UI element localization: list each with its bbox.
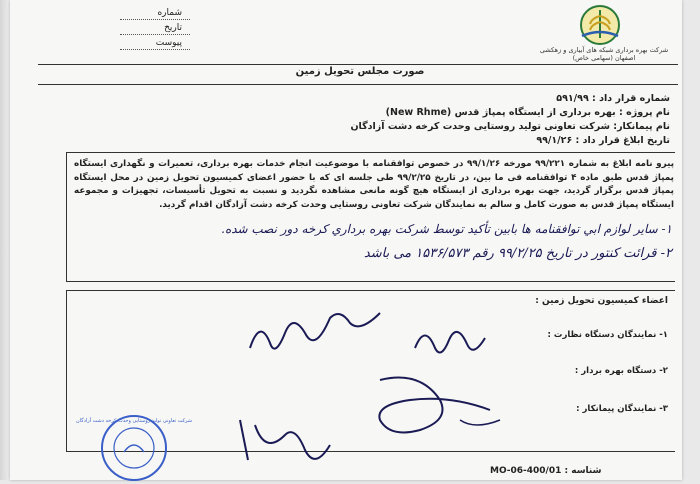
member-contractor: ۳- نمایندگان پیمانکار : (576, 404, 668, 414)
handwritten-note-1: ۱- ساير لوازم ابي توافقنامه ها بابين تأکيد توسط شرکت بهره برداري کرخه دور نصب شده. (221, 222, 672, 236)
member-supervision: ۱- نمایندگان دستگاه نظارت : (547, 330, 668, 340)
number-line (120, 19, 190, 20)
date-line (120, 34, 190, 35)
contractor-name: نام پیمانکار: شرکت تعاونی تولید روستایی وحدت کرخه دشت آزادگان (350, 121, 670, 132)
company-stamp-icon (76, 412, 192, 484)
stamp-text: شرکت تعاونی تولید روستایی وحدت کرخه دشت آزادگان (76, 418, 192, 424)
contract-number: شماره قرار داد : ۵۹۱/۹۹ (556, 93, 670, 104)
project-name (70, 106, 670, 120)
project-name-latin: (New Rhme) (385, 107, 452, 118)
code-label: شناسه : (564, 466, 602, 476)
attachment-line (120, 49, 190, 50)
company-logo-icon (570, 4, 630, 46)
title-rule-bottom (38, 84, 678, 85)
member-operator: ۲- دستگاه بهره بردار : (574, 366, 668, 376)
body-paragraph: پیرو نامه ابلاغ به شماره ۹۹/۲۲۱ مورخه ۹۹/۱/۲۶ در خصوص توافقنامه با موضوعیت انجام خدمات بهره برداری، تعمیرات و نگهداری ایستگاه پمپاژ قدس طبق ماده ۴ توافقنامه فی ما بین، در تاریخ ۹۹/۲/۲۵ طی جلسه ای که با حضور اعضای کمیسیون تحویل زمین در محل ایستگاه پمپاژ قدس برگزار گردید، جهت بهره برداری از ایستگاه هیچ گونه مانعی مشاهده نگردید و نسبت به تحویل تأسیسات، تجهیزات و مجموعه ایستگاه پمپاژ قدس به صورت کامل و سالم به نمایندگان شرکت تعاونی روستایی وحدت کرخه دشت آزادگان اقدام گردید. (74, 159, 675, 210)
scan-edge (0, 0, 10, 480)
notify-date: تاریخ ابلاغ قرار داد : ۹۹/۱/۲۶ (536, 135, 670, 146)
attachment-label: پیوست (155, 38, 182, 48)
header-fields (102, 6, 182, 51)
members-title: اعضاء کمیسیون تحویل زمین : (535, 296, 668, 306)
project-name-text: نام پروژه : بهره برداری از ایستگاه پمپاژ قدس (454, 107, 670, 118)
code-value: MO-06-400/01 (490, 466, 562, 476)
document-page (10, 0, 682, 480)
document-code (490, 466, 601, 476)
signature-3-icon (360, 360, 520, 440)
date-label: تاریخ (164, 23, 182, 33)
contract-meta (70, 92, 670, 148)
title-rule-top (38, 64, 678, 65)
signature-4-icon (230, 410, 340, 470)
org-name: شرکت بهره برداری شبکه های آبیاری و زهکشی اصفهان (سهامی خاص) (539, 46, 669, 62)
handwritten-note-2: ۲- قرائت کنتور در تاریخ ۹۹/۲/۲۵ رقم ۱۵۳۶/۵۷۳ می باشد (363, 246, 672, 261)
page-title: صورت مجلس تحویل زمین (295, 66, 425, 77)
number-label: شماره (157, 8, 182, 18)
